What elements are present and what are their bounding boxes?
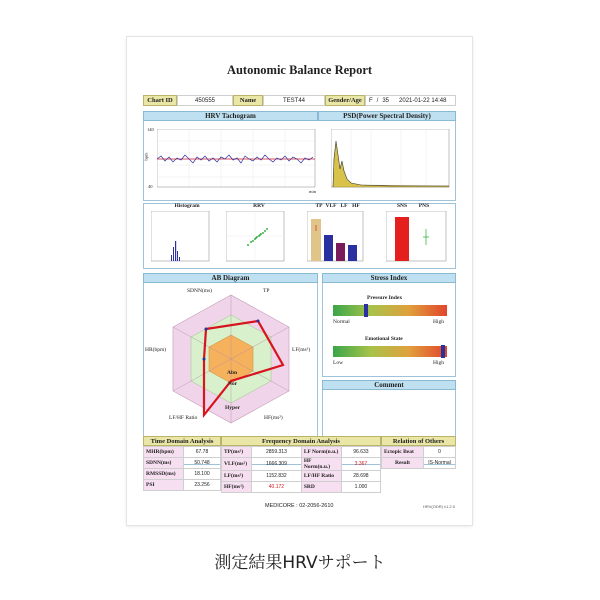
pressure-index-bar <box>333 305 447 316</box>
freq-value-2: 3.367 <box>341 458 380 471</box>
frequency-domain-row <box>222 458 381 471</box>
emotional-low-label: Low <box>333 360 344 366</box>
ab-hr-label: HR(bpm) <box>145 347 167 353</box>
emotional-high-label: High <box>433 360 444 366</box>
footer-version: HRV(ODR) v1.2.0 <box>423 504 455 509</box>
freq-value-1: 1152.832 <box>252 471 302 482</box>
relation-header: Relation of Others <box>381 436 456 446</box>
time-domain-row <box>144 469 221 480</box>
freq-key-2: HF Norm(n.u.) <box>301 458 341 471</box>
time-domain-header: Time Domain Analysis <box>143 436 221 446</box>
freq-value-1: 2859.313 <box>252 447 302 458</box>
result-row <box>382 458 456 469</box>
ab-diagram-header: AB Diagram <box>143 273 318 283</box>
pressure-index-marker <box>364 304 368 317</box>
frequency-domain-row <box>222 447 381 458</box>
power-bars-plot <box>307 211 365 263</box>
emotional-state-bar <box>333 346 447 357</box>
time-domain-value: 67.78 <box>184 447 221 458</box>
ab-abn-label: Abn <box>227 370 238 376</box>
tachogram-y-unit: bpm <box>143 152 149 161</box>
frequency-domain-row <box>222 471 381 482</box>
emotional-state-title: Emotional State <box>365 336 403 342</box>
ectopic-label: Ectopic Beat <box>382 447 424 458</box>
hf-title: HF <box>352 203 360 209</box>
histogram-title: Histogram <box>174 203 200 209</box>
pressure-index-title: Pressure Index <box>367 295 403 301</box>
rrv-title: RRV <box>253 203 265 209</box>
tachogram-x-unit: min <box>309 189 317 194</box>
tachogram-plot <box>157 129 317 189</box>
time-domain-value: 18.100 <box>184 469 221 480</box>
vlf-title: VLF <box>325 203 337 209</box>
datetime-value: 2021-01-22 14:48 <box>399 97 447 104</box>
tachogram-y-bottom: 40 <box>148 184 153 189</box>
rrv-plot <box>226 211 286 263</box>
gender-age-separator: / <box>376 97 379 104</box>
time-domain-key: PSI <box>144 480 184 491</box>
ab-lfhf-label: LF/HF Ratio <box>169 415 198 421</box>
freq-value-1: 40.172 <box>252 482 302 493</box>
time-domain-key: RMSSD(ms) <box>144 469 184 480</box>
freq-key-1: VLF(ms²) <box>222 458 252 471</box>
freq-key-2: LF Norm(n.u.) <box>301 447 341 458</box>
freq-key-1: LF(ms²) <box>222 471 252 482</box>
freq-value-2: 96.633 <box>341 447 380 458</box>
freq-key-2: SRD <box>301 482 341 493</box>
freq-key-1: TP(ms²) <box>222 447 252 458</box>
emotional-state-marker <box>441 345 445 358</box>
time-domain-table <box>143 446 221 491</box>
result-label: Result <box>382 458 424 469</box>
ab-tp-label: TP <box>263 288 270 294</box>
freq-value-2: 1.000 <box>341 482 380 493</box>
ectopic-row <box>382 447 456 458</box>
gender-age-label: Gender/Age <box>325 95 365 106</box>
comment-header: Comment <box>322 380 456 390</box>
freq-value-2: 28.698 <box>341 471 380 482</box>
psd-plot <box>331 129 451 189</box>
ectopic-value: 0 <box>424 447 456 458</box>
time-domain-row <box>144 447 221 458</box>
freq-key-2: LF/HF Ratio <box>301 471 341 482</box>
frequency-domain-row <box>222 482 381 493</box>
time-domain-row <box>144 480 221 491</box>
lf-title: LF <box>340 203 348 209</box>
pns-title: PNS <box>418 203 430 209</box>
histogram-plot <box>151 211 211 263</box>
ab-hf-label: HF(ms²) <box>264 415 283 421</box>
frequency-domain-table <box>221 446 381 493</box>
tachogram-y-top: 140 <box>147 127 154 132</box>
gender-age-value <box>365 95 456 106</box>
sns-title: SNS <box>396 203 408 209</box>
report-sheet <box>127 37 472 525</box>
name-value: TEST44 <box>263 95 325 106</box>
chart-id-label: Chart ID <box>143 95 177 106</box>
gender-value: F <box>369 97 373 104</box>
freq-key-1: HF(ms²) <box>222 482 252 493</box>
footer-contact: MEDICORE : 02-2056-2610 <box>265 503 334 509</box>
sns-pns-plot <box>386 211 448 263</box>
relation-table <box>381 446 456 469</box>
patient-info-bar <box>143 95 456 106</box>
time-domain-key: SDNN(ms) <box>144 458 184 469</box>
tachogram-header: HRV Tachogram <box>143 111 318 121</box>
ab-lf-label: LF(ms²) <box>292 347 311 353</box>
product-caption: 測定結果HRVサポート <box>214 553 386 573</box>
time-domain-row <box>144 458 221 469</box>
result-value: IS-Normal <box>424 458 456 469</box>
ab-sdnn-label: SDNN(ms) <box>187 288 213 294</box>
freq-value-1: 1666.309 <box>252 458 302 471</box>
ab-nor-label: Nor <box>228 381 238 387</box>
stress-index-header: Stress Index <box>322 273 456 283</box>
name-label: Name <box>233 95 263 106</box>
time-domain-value: 50.748 <box>184 458 221 469</box>
frequency-domain-header: Frequency Domain Analysis <box>221 436 381 446</box>
chart-id-value: 450555 <box>177 95 233 106</box>
pressure-low-label: Normal <box>333 319 350 325</box>
time-domain-value: 23.256 <box>184 480 221 491</box>
report-title: Autonomic Balance Report <box>226 63 373 77</box>
age-value: 35 <box>382 97 390 104</box>
pressure-high-label: High <box>433 319 444 325</box>
tp-title: TP <box>315 203 323 209</box>
time-domain-key: MHR(bpm) <box>144 447 184 458</box>
psd-header: PSD(Power Spectral Density) <box>318 111 456 121</box>
ab-hyper-label: Hyper <box>225 405 240 411</box>
